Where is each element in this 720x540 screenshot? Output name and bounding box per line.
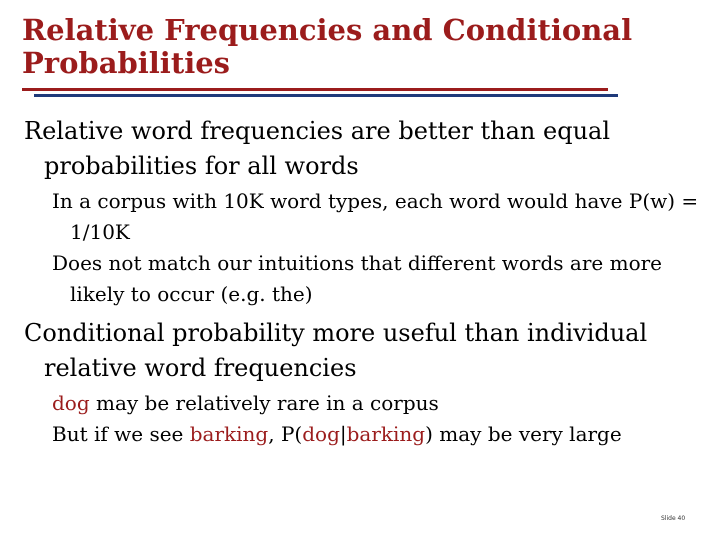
- sub-text: , P(: [268, 422, 303, 446]
- bullet-2-sub-1: [24, 388, 704, 419]
- slide-content: [24, 114, 704, 450]
- highlight-dog: dog: [302, 422, 340, 446]
- slide-number: Slide 40: [661, 515, 686, 522]
- highlight-barking: barking: [189, 422, 269, 446]
- sub-text: |: [339, 422, 347, 446]
- slide-title: Relative Frequencies and Conditional Probabilities: [22, 13, 633, 80]
- highlight-barking: barking: [346, 422, 426, 446]
- sub-text: But if we see: [52, 422, 190, 446]
- bullet-1-sub-2: Does not match our intuitions that different words are more likely to occur (e.g. the): [52, 251, 662, 306]
- bullet-1-sub-1: In a corpus with 10K word types, each word would have P(w) = 1/10K: [52, 189, 699, 244]
- bullet-1: Relative word frequencies are better than equal probabilities for all words: [24, 117, 611, 180]
- sub-text: ) may be very large: [425, 422, 622, 446]
- highlight-dog: dog: [52, 391, 90, 415]
- title-underline-blue: [34, 94, 618, 97]
- sub-text: may be relatively rare in a corpus: [89, 391, 439, 415]
- bullet-2-sub-2: [24, 419, 704, 450]
- bullet-2: Conditional probability more useful than individual relative word frequencies: [24, 319, 648, 382]
- title-underline-red: [22, 88, 608, 91]
